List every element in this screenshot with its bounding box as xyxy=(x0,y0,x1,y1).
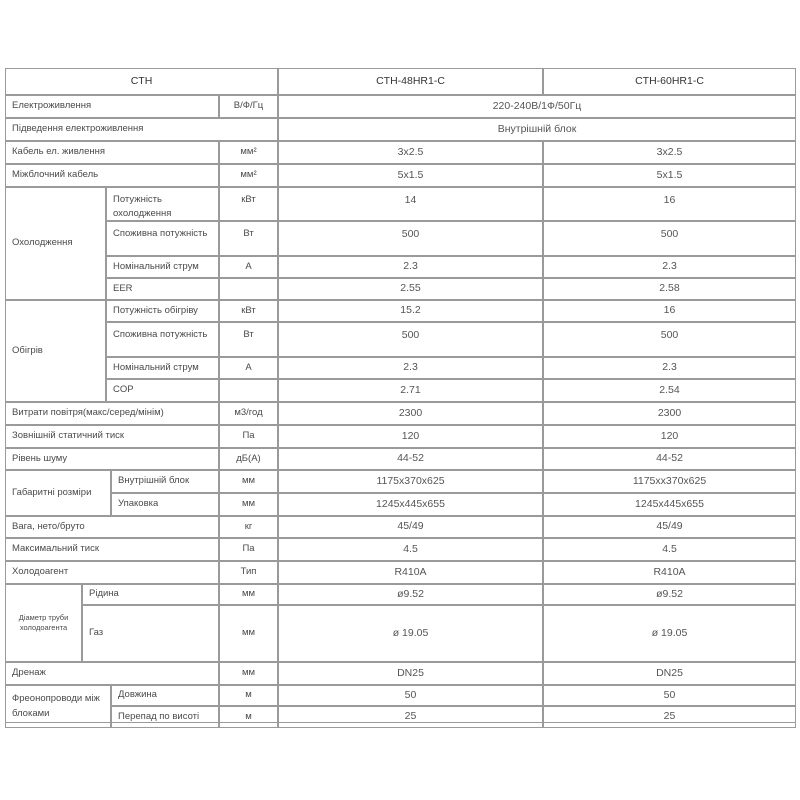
pipe-liquid-value-48: ø9.52 xyxy=(278,584,543,605)
cooling-consumption-value-48: 500 xyxy=(278,221,543,256)
drainage-unit: мм xyxy=(219,662,278,685)
heating-consumption-value-48: 500 xyxy=(278,322,543,357)
interunit-cable-unit: мм² xyxy=(219,164,278,187)
heating-current-unit: А xyxy=(219,357,278,379)
static-pressure-value-60: 120 xyxy=(543,425,796,448)
heating-cop-value-60: 2.54 xyxy=(543,379,796,402)
power-cable-label: Кабель ел. живлення xyxy=(5,141,219,164)
cooling-current-value-60: 2.3 xyxy=(543,256,796,278)
noise-value-60: 44-52 xyxy=(543,448,796,470)
interunit-cable-label: Міжблочний кабель xyxy=(5,164,219,187)
max-pressure-value-48: 4.5 xyxy=(278,538,543,561)
pipe-diameter-group-label: Діаметр труби холодоагента xyxy=(5,584,82,662)
dimensions-package-value-60: 1245x445x655 xyxy=(543,493,796,516)
static-pressure-value-48: 120 xyxy=(278,425,543,448)
heating-capacity-value-60: 16 xyxy=(543,300,796,322)
power-connection-label: Підведення електроживлення xyxy=(5,118,278,141)
piping-length-label: Довжина xyxy=(111,685,219,706)
weight-value-60: 45/49 xyxy=(543,516,796,538)
power-cable-value-60: 3x2.5 xyxy=(543,141,796,164)
weight-label: Вага, нето/бруто xyxy=(5,516,219,538)
weight-unit: кг xyxy=(219,516,278,538)
cooling-eer-value-60: 2.58 xyxy=(543,278,796,300)
power-cable-value-48: 3x2.5 xyxy=(278,141,543,164)
header-model-60: CTH-60HR1-C xyxy=(543,68,796,95)
cooling-current-value-48: 2.3 xyxy=(278,256,543,278)
cooling-capacity-value-48: 14 xyxy=(278,187,543,221)
static-pressure-unit: Па xyxy=(219,425,278,448)
cooling-capacity-unit: кВт xyxy=(219,187,278,221)
piping-group-label: Фреонопроводи між блоками xyxy=(5,685,111,728)
pipe-liquid-label: Рідина xyxy=(82,584,219,605)
heating-consumption-label: Споживна потужність xyxy=(106,322,219,357)
dimensions-package-unit: мм xyxy=(219,493,278,516)
piping-height-label: Перепад по висоті xyxy=(111,706,219,728)
heating-cop-value-48: 2.71 xyxy=(278,379,543,402)
cooling-consumption-label: Споживна потужність xyxy=(106,221,219,256)
cooling-eer-unit xyxy=(219,278,278,300)
dimensions-package-value-48: 1245x445x655 xyxy=(278,493,543,516)
cooling-eer-value-48: 2.55 xyxy=(278,278,543,300)
pipe-gas-unit: мм xyxy=(219,605,278,662)
airflow-value-48: 2300 xyxy=(278,402,543,425)
noise-label: Рівень шуму xyxy=(5,448,219,470)
cooling-consumption-unit: Вт xyxy=(219,221,278,256)
heating-capacity-value-48: 15.2 xyxy=(278,300,543,322)
weight-value-48: 45/49 xyxy=(278,516,543,538)
cooling-group-label: Охолодження xyxy=(5,187,106,300)
piping-height-unit: м xyxy=(219,706,278,728)
airflow-unit: м3/год xyxy=(219,402,278,425)
refrigerant-value-60: R410A xyxy=(543,561,796,584)
dimensions-group-label: Габаритні розміри xyxy=(5,470,111,516)
drainage-value-48: DN25 xyxy=(278,662,543,685)
heating-current-value-60: 2.3 xyxy=(543,357,796,379)
airflow-value-60: 2300 xyxy=(543,402,796,425)
heating-cop-unit xyxy=(219,379,278,402)
piping-length-value-60: 50 xyxy=(543,685,796,706)
pipe-liquid-unit: мм xyxy=(219,584,278,605)
heating-cop-label: COP xyxy=(106,379,219,402)
airflow-label: Витрати повітря(макс/серед/мінім) xyxy=(5,402,219,425)
interunit-cable-value-48: 5x1.5 xyxy=(278,164,543,187)
heating-consumption-value-60: 500 xyxy=(543,322,796,357)
power-supply-value: 220-240В/1Ф/50Гц xyxy=(278,95,796,118)
cooling-capacity-label: Потужність охолодження xyxy=(106,187,219,221)
dimensions-indoor-value-60: 1175xx370x625 xyxy=(543,470,796,493)
header-model-family: CTH xyxy=(5,68,278,95)
dimensions-package-label: Упаковка xyxy=(111,493,219,516)
dimensions-indoor-unit: мм xyxy=(219,470,278,493)
max-pressure-label: Максимальний тиск xyxy=(5,538,219,561)
pipe-gas-label: Газ xyxy=(82,605,219,662)
heating-capacity-label: Потужність обігріву xyxy=(106,300,219,322)
piping-height-value-60: 25 xyxy=(543,706,796,728)
max-pressure-value-60: 4.5 xyxy=(543,538,796,561)
cooling-current-unit: А xyxy=(219,256,278,278)
piping-length-value-48: 50 xyxy=(278,685,543,706)
heating-capacity-unit: кВт xyxy=(219,300,278,322)
dimensions-indoor-value-48: 1175x370x625 xyxy=(278,470,543,493)
cooling-eer-label: EER xyxy=(106,278,219,300)
drainage-value-60: DN25 xyxy=(543,662,796,685)
cooling-capacity-value-60: 16 xyxy=(543,187,796,221)
refrigerant-unit: Тип xyxy=(219,561,278,584)
piping-height-value-48: 25 xyxy=(278,706,543,728)
pipe-gas-value-48: ø 19.05 xyxy=(278,605,543,662)
pipe-liquid-value-60: ø9.52 xyxy=(543,584,796,605)
drainage-label: Дренаж xyxy=(5,662,219,685)
noise-value-48: 44-52 xyxy=(278,448,543,470)
power-supply-unit: В/Ф/Гц xyxy=(219,95,278,118)
piping-length-unit: м xyxy=(219,685,278,706)
power-cable-unit: мм² xyxy=(219,141,278,164)
heating-consumption-unit: Вт xyxy=(219,322,278,357)
max-pressure-unit: Па xyxy=(219,538,278,561)
cooling-consumption-value-60: 500 xyxy=(543,221,796,256)
refrigerant-label: Холодоагент xyxy=(5,561,219,584)
cooling-current-label: Номінальний струм xyxy=(106,256,219,278)
header-model-48: CTH-48HR1-C xyxy=(278,68,543,95)
heating-current-value-48: 2.3 xyxy=(278,357,543,379)
power-supply-label: Електроживлення xyxy=(5,95,219,118)
dimensions-indoor-label: Внутрішній блок xyxy=(111,470,219,493)
static-pressure-label: Зовнішній статичний тиск xyxy=(5,425,219,448)
power-connection-value: Внутрішній блок xyxy=(278,118,796,141)
heating-current-label: Номінальний струм xyxy=(106,357,219,379)
noise-unit: дБ(А) xyxy=(219,448,278,470)
refrigerant-value-48: R410A xyxy=(278,561,543,584)
interunit-cable-value-60: 5x1.5 xyxy=(543,164,796,187)
heating-group-label: Обігрів xyxy=(5,300,106,402)
pipe-gas-value-60: ø 19.05 xyxy=(543,605,796,662)
